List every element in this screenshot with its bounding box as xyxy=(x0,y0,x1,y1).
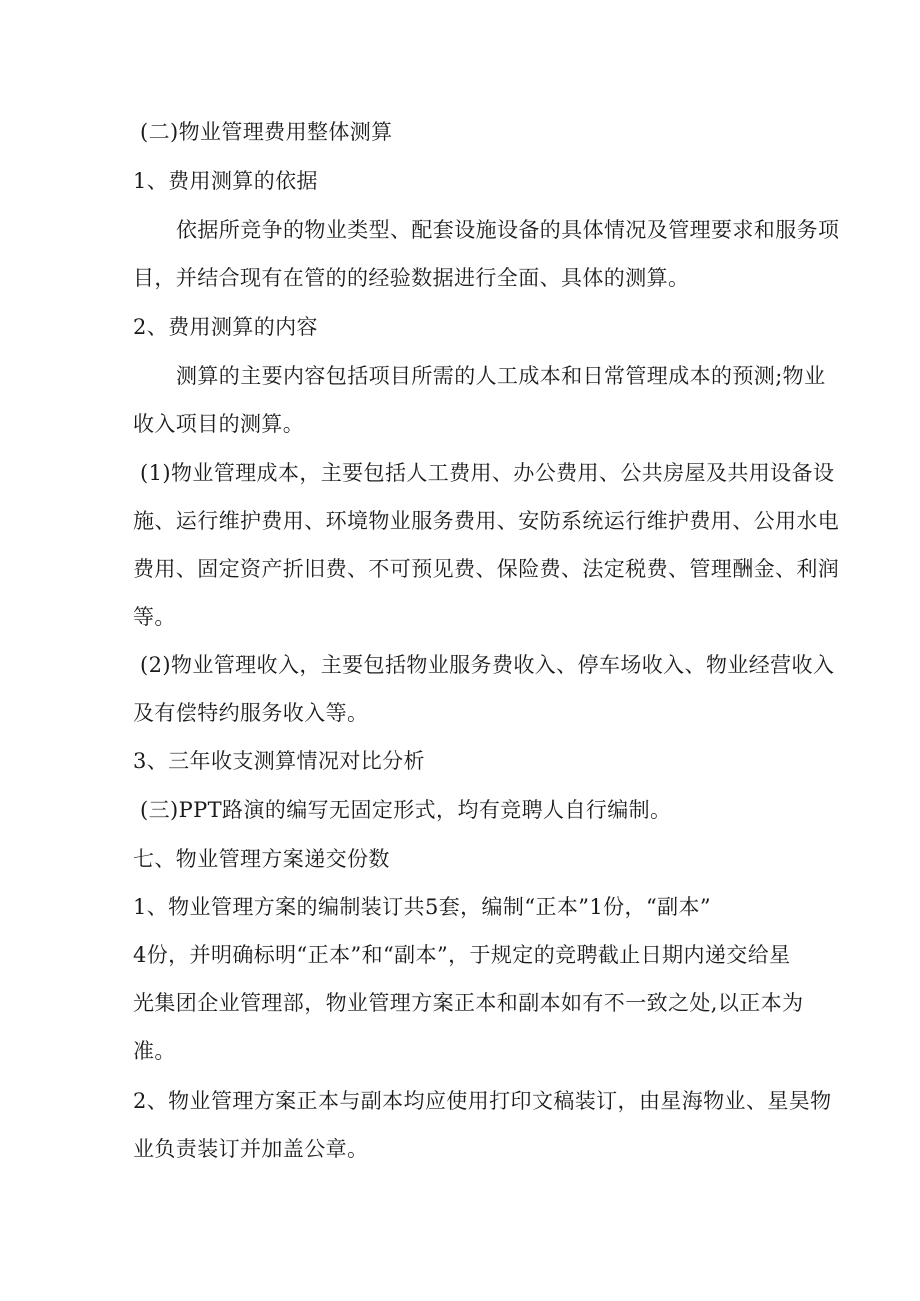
income-item-line-1: (2)物业管理收入，主要包括物业服务费收入、停车场收入、物业经营收入 xyxy=(140,653,835,677)
item-1-heading: 1、费用测算的依据 xyxy=(133,169,318,193)
income-item-line-2: 及有偿特约服务收入等。 xyxy=(133,701,369,725)
chapter-7-heading: 七、物业管理方案递交份数 xyxy=(133,847,390,871)
item-1-body-line-1: 依据所竞争的物业类型、配套设施设备的具体情况及管理要求和服务项 xyxy=(176,218,840,242)
rule-1-line-3: 光集团企业管理部，物业管理方案正本和副本如有不一致之处,以正本为 xyxy=(133,991,804,1015)
cost-item-line-4: 等。 xyxy=(133,605,176,629)
section-2-heading: (二)物业管理费用整体测算 xyxy=(140,120,393,144)
cost-item-line-3: 费用、固定资产折旧费、不可预见费、保险费、法定税费、管理酬金、利润 xyxy=(133,557,840,581)
item-1-body-line-2: 目，并结合现有在管的的经验数据进行全面、具体的测算。 xyxy=(133,266,690,290)
cost-item-line-2: 施、运行维护费用、环境物业服务费用、安防系统运行维护费用、公用水电 xyxy=(133,509,840,533)
item-2-heading: 2、费用测算的内容 xyxy=(133,315,318,339)
rule-1-line-2: 4份，并明确标明“正本”和“副本”，于规定的竞聘截止日期内递交给星 xyxy=(133,943,791,967)
item-2-body-line-2: 收入项目的测算。 xyxy=(133,412,305,436)
rule-1-line-4: 准。 xyxy=(133,1039,176,1063)
cost-item-line-1: (1)物业管理成本，主要包括人工费用、办公费用、公共房屋及共用设备设 xyxy=(140,461,835,485)
section-3-heading: (三)PPT路演的编写无固定形式，均有竞聘人自行编制。 xyxy=(140,798,672,822)
rule-2-line-2: 业负责装订并加盖公章。 xyxy=(133,1137,369,1161)
item-3-heading: 3、三年收支测算情况对比分析 xyxy=(133,749,425,773)
rule-1-line-1: 1、物业管理方案的编制装订共5套，编制“正本”1份，“副本” xyxy=(133,895,712,919)
item-2-body-line-1: 测算的主要内容包括项目所需的人工成本和日常管理成本的预测;物业 xyxy=(176,364,826,388)
rule-2-line-1: 2、物业管理方案正本与副本均应使用打印文稿装订，由星海物业、星昊物 xyxy=(133,1089,832,1113)
